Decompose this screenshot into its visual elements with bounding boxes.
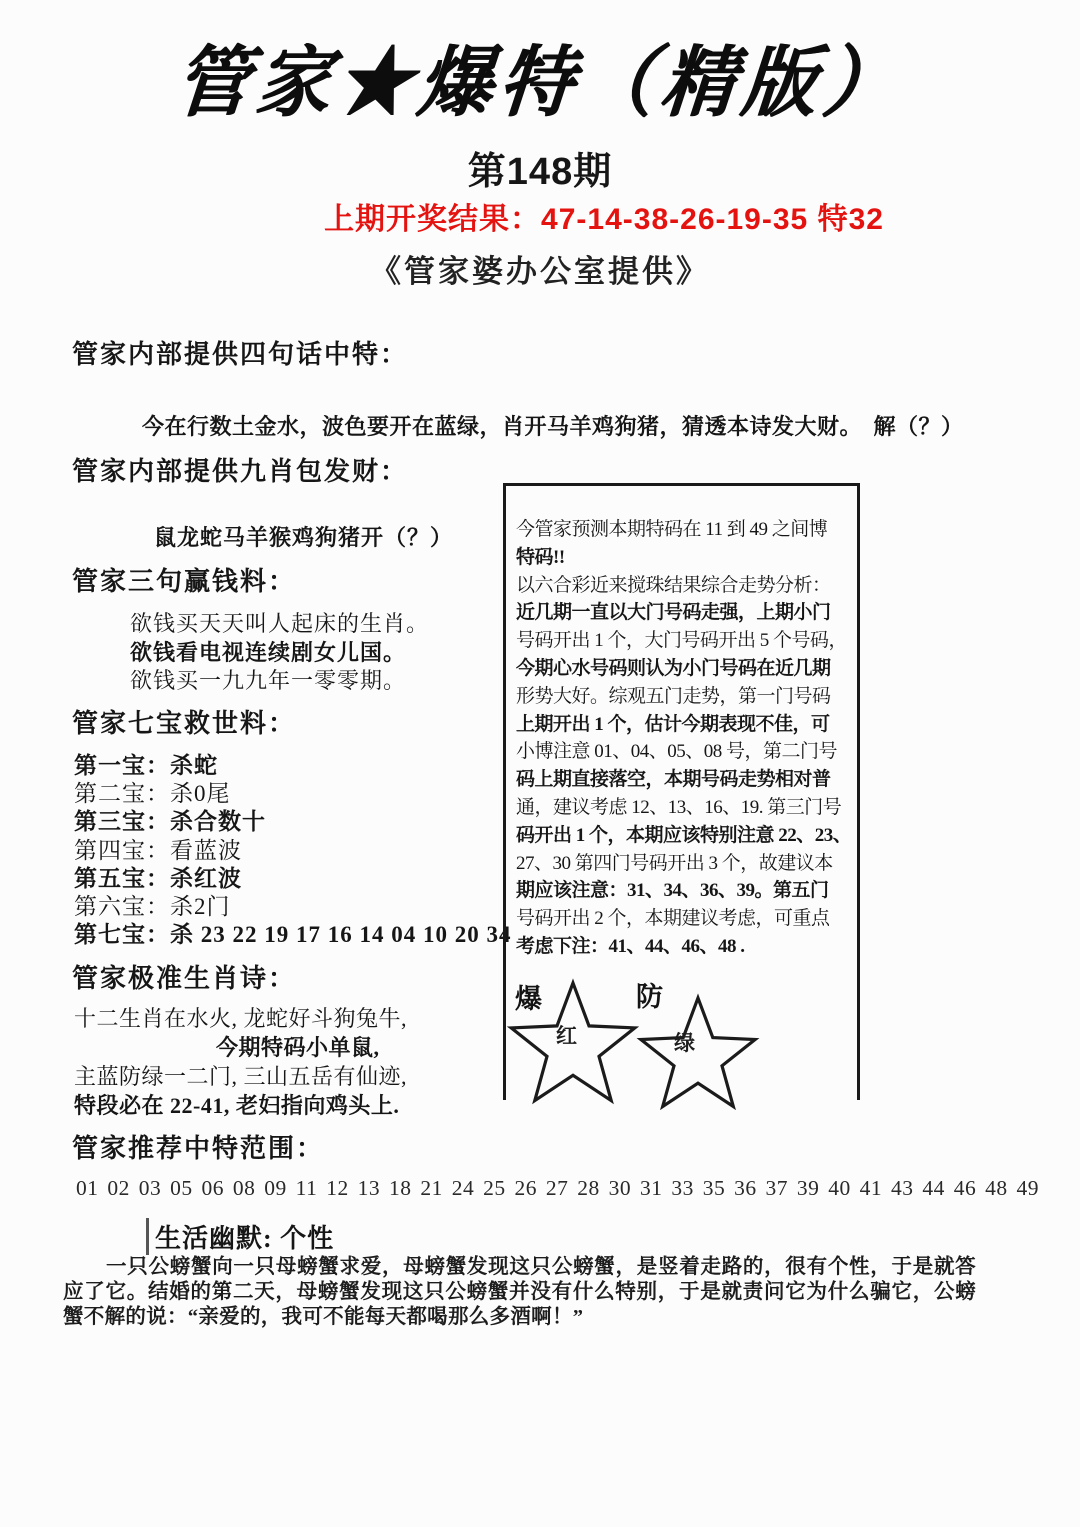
four-sentence-verse: 今在行数土金水，波色要开在蓝绿，肖开马羊鸡狗猪，猜透本诗发大财。 解（？） — [142, 414, 964, 439]
heading-three-sentence: 管家三句赢钱料： — [72, 567, 297, 596]
heading-humor: 生活幽默: 个性 — [146, 1218, 334, 1255]
prediction-line: 小博注意 01、04、05、08 号，第二门号 — [516, 741, 838, 763]
green-wave-label: 绿 — [674, 1031, 695, 1055]
zodiac-poem-line: 十二生肖在水火, 龙蛇好斗狗兔牛, — [74, 1006, 408, 1031]
prediction-text — [506, 486, 857, 961]
treasure-item: 第三宝：杀合数十 — [74, 809, 266, 835]
provider-line: 《管家婆办公室提供》 — [370, 254, 710, 289]
prediction-line: 今期心水号码则认为小门号码在近几期 — [516, 657, 831, 679]
money-verse-line: 欲钱买天天叫人起床的生肖。 — [130, 611, 430, 636]
red-wave-label: 红 — [556, 1024, 577, 1048]
zodiac-poem-line: 主蓝防绿一二门, 三山五岳有仙迹, — [74, 1064, 408, 1089]
seven-treasures-list — [74, 752, 512, 949]
prediction-line: 以六合彩近来搅珠结果综合走势分析： — [516, 574, 831, 596]
money-verse-line: 欲钱买一九九年一零零期。 — [130, 668, 407, 693]
heading-four-sentence: 管家内部提供四句话中特： — [72, 340, 409, 369]
prediction-line: 今管家预测本期特码在 11 到 49 之间博 — [516, 519, 828, 540]
issue-number: 第148期 — [467, 151, 613, 193]
page-title: 管家★爆特（精版） — [171, 41, 908, 127]
recommended-numbers: 01 02 03 05 06 08 09 11 12 13 18 21 24 25 26 27 28 30 31 33 35 36 37 39 40 41 43 44 46 48 49 — [76, 1176, 1039, 1200]
last-draw-result: 上期开奖结果：47-14-38-26-19-35 特32 — [324, 203, 884, 236]
heading-nine-zodiac: 管家内部提供九肖包发财： — [72, 457, 409, 486]
treasure-item: 第二宝：杀0尾 — [74, 781, 231, 807]
zodiac-poem-line: 今期特码小单鼠, — [216, 1035, 380, 1060]
prediction-line: 考虑下注：41、44、46、48 . — [516, 935, 745, 957]
humor-joke-text: 一只公螃蟹向一只母螃蟹求爱，母螃蟹发现这只公螃蟹，是竖着走路的，很有个性，于是就答应了它。结婚的第二天，母螃蟹发现这只公螃蟹并没有什么特别，于是就责问它为什么骗它，公螃蟹不解的说：“亲爱的，我可不能每天都喝那么多酒啊！” — [63, 1256, 976, 1329]
prediction-line: 号码开出 2 个，本期建议考虑，可重点 — [516, 908, 830, 930]
prediction-line: 通，建议考虑 12、13、16、19. 第三门号 — [516, 796, 842, 818]
prediction-box — [503, 483, 860, 1100]
burst-label: 爆 — [515, 984, 542, 1014]
stars-figure — [506, 978, 860, 1110]
prediction-line: 码开出 1 个，本期应该特别注意 22、23、 — [516, 824, 852, 846]
prediction-line: 特码!! — [516, 546, 565, 568]
treasure-item: 第四宝：看蓝波 — [74, 837, 242, 863]
zodiac-poem — [74, 1004, 407, 1120]
three-sentence-list — [130, 610, 429, 696]
guard-star-icon — [641, 998, 755, 1107]
nine-zodiac-line: 鼠龙蛇马羊猴鸡狗猪开（？） — [154, 525, 454, 550]
prediction-line: 码上期直接落空，本期号码走势相对普 — [516, 769, 831, 791]
treasure-item: 第一宝：杀蛇 — [74, 753, 218, 778]
prediction-line: 号码开出 1 个，大门号码开出 5 个号码， — [516, 630, 848, 652]
treasure-item: 第六宝：杀2门 — [74, 894, 231, 920]
prediction-line: 27、30 第四门号码开出 3 个，故建议本 — [516, 852, 833, 874]
prediction-line: 形势大好。综观五门走势，第一门号码 — [516, 685, 831, 707]
heading-recommend-range: 管家推荐中特范围： — [72, 1134, 325, 1163]
prediction-line: 期应该注意：31、34、36、39。第五门 — [516, 880, 829, 902]
heading-seven-treasures: 管家七宝救世料： — [72, 709, 297, 738]
guard-label: 防 — [636, 982, 663, 1012]
zodiac-poem-line: 特段必在 22-41, 老妇指向鸡头上. — [74, 1093, 400, 1118]
prediction-line: 上期开出 1 个，估计今期表现不佳，可 — [516, 713, 830, 735]
prediction-line: 近几期一直以大门号码走强，上期小门 — [516, 602, 831, 624]
treasure-item: 第五宝：杀红波 — [74, 865, 242, 891]
money-verse-line: 欲钱看电视连续剧女儿国。 — [130, 639, 407, 665]
heading-zodiac-poem: 管家极准生肖诗： — [72, 964, 297, 993]
treasure-item: 第七宝：杀 23 22 19 17 16 14 04 10 20 34 — [74, 922, 512, 948]
